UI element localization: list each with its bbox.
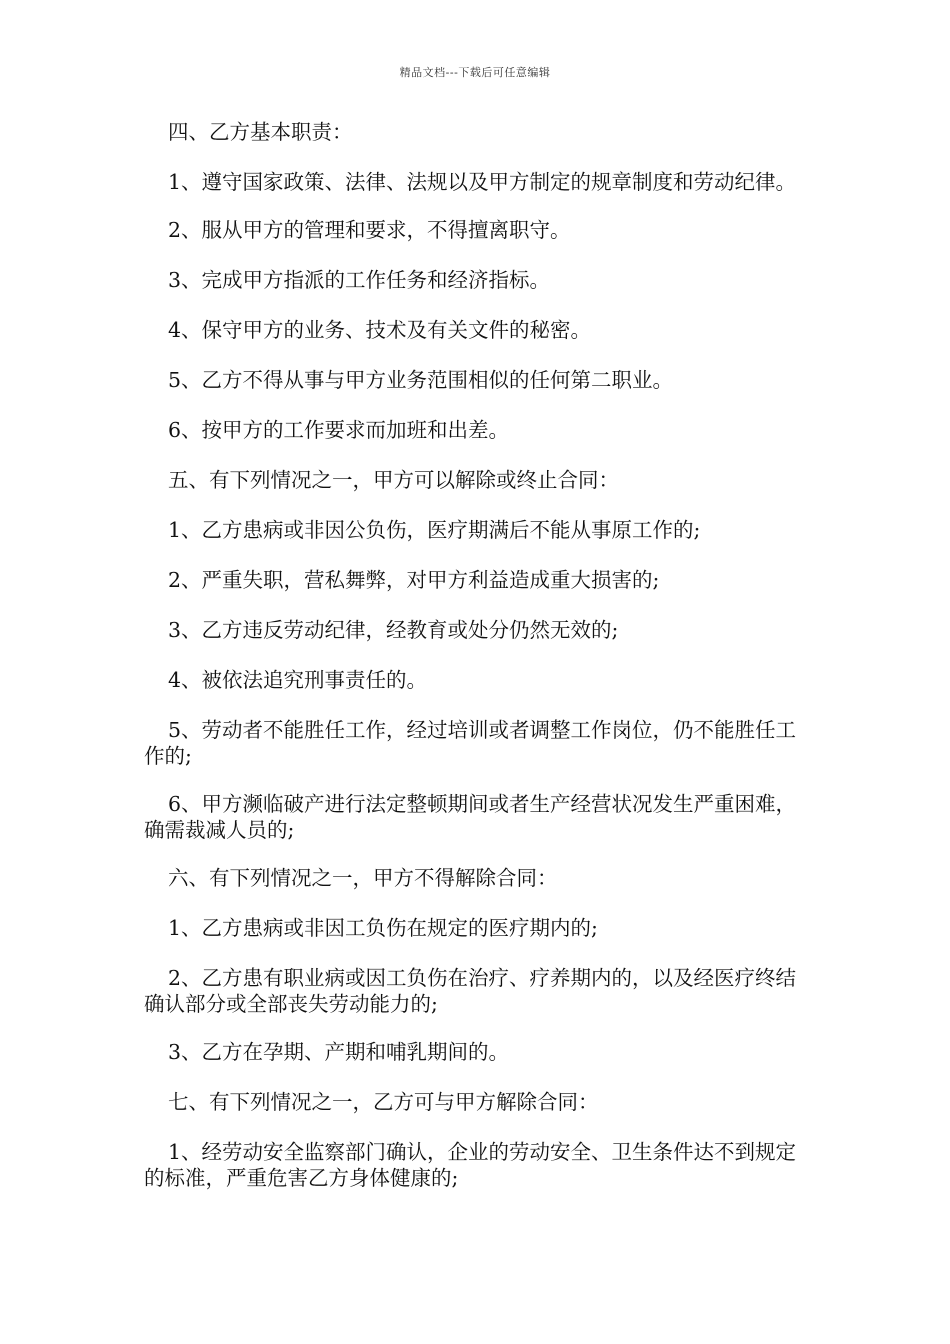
clause-paragraph: 2、服从甲方的管理和要求，不得擅离职守。 <box>168 218 571 242</box>
section-heading-4: 四、乙方基本职责： <box>168 120 353 144</box>
clause-paragraph: 6、甲方濒临破产进行法定整顿期间或者生产经营状况发生严重困难，确需裁减人员的; <box>144 792 797 842</box>
clause-paragraph: 2、严重失职，营私舞弊，对甲方利益造成重大损害的; <box>168 568 660 592</box>
clause-paragraph: 4、被依法追究刑事责任的。 <box>168 668 428 692</box>
clause-paragraph: 2、乙方患有职业病或因工负伤在治疗、疗养期内的，以及经医疗终结确认部分或全部丧失劳动能力的; <box>144 966 797 1016</box>
clause-paragraph: 1、乙方患病或非因工负伤在规定的医疗期内的; <box>168 916 598 940</box>
clause-paragraph: 3、完成甲方指派的工作任务和经济指标。 <box>168 268 551 292</box>
clause-paragraph: 4、保守甲方的业务、技术及有关文件的秘密。 <box>168 318 592 342</box>
section-heading-5: 五、有下列情况之一，甲方可以解除或终止合同： <box>168 468 619 492</box>
clause-paragraph: 5、劳动者不能胜任工作，经过培训或者调整工作岗位，仍不能胜任工作的; <box>144 718 797 768</box>
clause-paragraph: 3、乙方在孕期、产期和哺乳期间的。 <box>168 1040 510 1064</box>
page-header: 精品文档---下载后可任意编辑 <box>399 66 551 79</box>
document-body <box>144 119 808 1213</box>
section-heading-6: 六、有下列情况之一，甲方不得解除合同： <box>168 866 558 890</box>
clause-paragraph: 1、遵守国家政策、法律、法规以及甲方制定的规章制度和劳动纪律。 <box>168 170 797 194</box>
clause-paragraph: 1、乙方患病或非因公负伤，医疗期满后不能从事原工作的; <box>168 518 701 542</box>
section-heading-7: 七、有下列情况之一，乙方可与甲方解除合同： <box>168 1090 599 1114</box>
clause-paragraph: 3、乙方违反劳动纪律，经教育或处分仍然无效的; <box>168 618 619 642</box>
clause-paragraph: 6、按甲方的工作要求而加班和出差。 <box>168 418 510 442</box>
clause-paragraph: 1、经劳动安全监察部门确认，企业的劳动安全、卫生条件达不到规定的标准，严重危害乙方身体健康的; <box>144 1140 797 1190</box>
clause-paragraph: 5、乙方不得从事与甲方业务范围相似的任何第二职业。 <box>168 368 674 392</box>
